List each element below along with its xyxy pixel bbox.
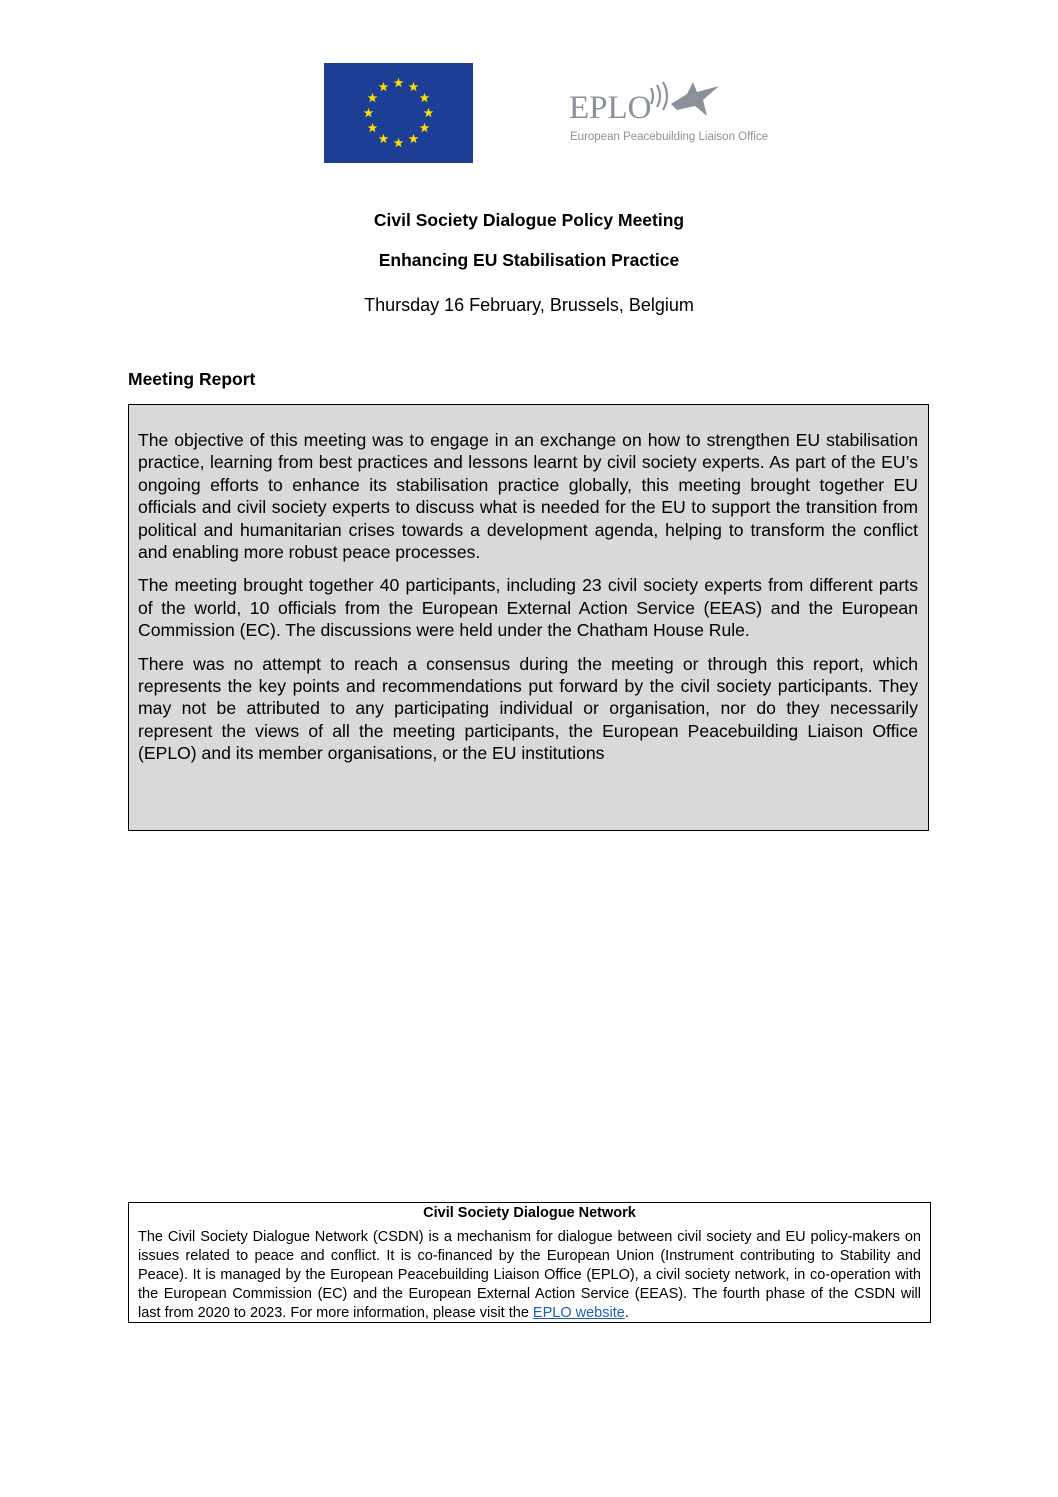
eu-star: [409, 82, 419, 91]
summary-paragraph: The objective of this meeting was to engage in an exchange on how to strengthen EU stabilisation practice, learning from best practices and lessons learnt by civil society experts. As part of the EU’s ongoing efforts to enhance its stabilisation practice globally, this meeting brought together EU officials and civil society experts to discuss what is needed for the EU to support the transition from political and humanitarian crises towards a development agenda, helping to transform the conflict and enabling more robust peace processes.: [138, 430, 918, 563]
eu-stars-icon: [324, 63, 473, 163]
eplo-wordmark: EPLO: [569, 90, 652, 126]
footer-text: [138, 1228, 921, 1323]
eu-star: [394, 78, 404, 87]
section-heading: Meeting Report: [128, 369, 256, 389]
footer-period: .: [624, 1305, 629, 1321]
eplo-logo: [565, 80, 780, 150]
footer-title: Civil Society Dialogue Network: [423, 1205, 636, 1221]
meeting-subtitle: Enhancing EU Stabilisation Practice: [378, 250, 680, 270]
eu-star: [409, 134, 419, 143]
eu-star: [420, 93, 430, 102]
eu-flag-logo: [324, 63, 473, 163]
eu-star: [379, 134, 389, 143]
eplo-bird-icon: [641, 80, 721, 128]
footer-box: [128, 1202, 931, 1323]
summary-box: [128, 404, 929, 831]
eu-star: [424, 108, 434, 117]
summary-paragraph: There was no attempt to reach a consensus during the meeting or through this report, which represents the key points and recommendations put forward by the civil society participants. They may not be attributed to any participating individual or organisation, nor do they necessarily represent the views of all the meeting participants, the European Peacebuilding Liaison Office (EPLO) and its member organisations, or the EU institutions: [138, 653, 918, 764]
eu-star: [420, 123, 430, 132]
eplo-subtitle: European Peacebuilding Liaison Office: [570, 131, 768, 143]
meeting-date-location: Thursday 16 February, Brussels, Belgium: [364, 295, 694, 315]
eu-star: [368, 93, 378, 102]
eu-star: [368, 123, 378, 132]
eu-star: [379, 82, 389, 91]
eu-star: [364, 108, 374, 117]
footer-body: The Civil Society Dialogue Network (CSDN) is a mechanism for dialogue between civil society and EU policy-makers on issues related to peace and conflict. It is co-financed by the European Union (Instrument contributing to Stability and Peace). It is managed by the European Peacebuilding Liaison Office (EPLO), a civil society network, in co-operation with the European Commission (EC) and the European External Action Service (EEAS). The fourth phase of the CSDN will last from 2020 to 2023. For more information, please visit the: [138, 1229, 921, 1321]
summary-paragraph: The meeting brought together 40 participants, including 23 civil society experts from different parts of the world, 10 officials from the European External Action Service (EEAS) and the European Commission (EC). The discussions were held under the Chatham House Rule.: [138, 575, 918, 641]
eu-star: [394, 138, 404, 147]
meeting-title: Civil Society Dialogue Policy Meeting: [373, 210, 685, 230]
eplo-website-link[interactable]: EPLO website: [532, 1305, 625, 1321]
